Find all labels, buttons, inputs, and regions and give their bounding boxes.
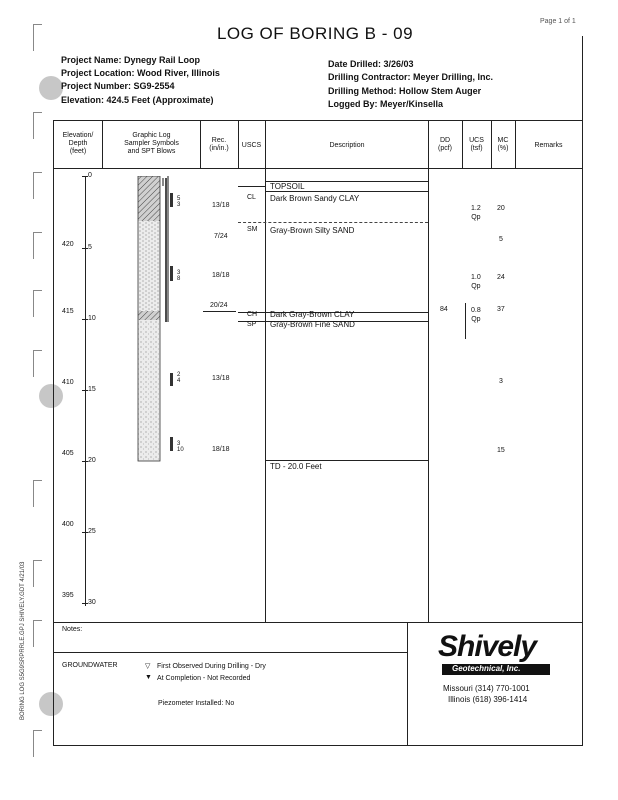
depth-label: 20 [88,457,96,464]
moisture-content-value: 15 [497,447,505,454]
description-text: TOPSOIL [270,182,305,191]
log-bottom [53,622,583,623]
elevation-label: 410 [62,379,74,386]
logged-by: Logged By: Meyer/Kinsella [328,99,444,109]
project-name: Project Name: Dynegy Rail Loop [61,55,201,65]
company-logo [432,630,562,678]
notes-label: Notes: [62,626,83,633]
depth-axis [85,176,86,606]
binder-hole [39,692,63,716]
elevation-label: 415 [62,308,74,315]
layer-boundary [238,186,265,187]
uscs-symbol: SP [247,321,257,328]
binder-hole [39,384,63,408]
spt-blows: 3 8 [177,270,181,282]
header-dd: DD (pcf) [438,137,452,152]
elevation-label: 395 [62,592,74,599]
project-number: Project Number: SG9-2554 [61,81,175,91]
silty-sand-layer [138,221,160,311]
clay-layer [138,311,160,320]
recovery-value: 13/18 [212,202,230,209]
header-description: Description [329,142,365,149]
ucs-value: 0.8 Qp [471,307,481,323]
depth-label: 5 [88,244,92,251]
drilling-contractor: Drilling Contractor: Meyer Drilling, Inc. [328,72,494,82]
header-graphic-log: Graphic Log Sampler Symbols and SPT Blows [124,132,179,155]
groundwater-label: GROUNDWATER [62,662,118,669]
phone-missouri: Missouri (314) 770-1001 [443,684,530,693]
layer-boundary [265,191,428,192]
moisture-content-value: 3 [499,378,503,385]
recovery-value: 18/18 [212,446,230,453]
frame-bottom [53,745,583,746]
depth-label: 15 [88,386,96,393]
drilling-method: Drilling Method: Hollow Stem Auger [328,86,482,96]
binder-hole [39,76,63,100]
sampler-symbol [170,266,173,281]
piezometer-text: Piezometer Installed: No [158,700,235,707]
description-text: TD - 20.0 Feet [270,462,322,471]
header-bottom [53,168,583,169]
sampler-symbol [170,373,173,386]
layer-boundary [265,460,428,461]
recovery-value: 13/18 [212,375,230,382]
recovery-value: 7/24 [214,233,228,240]
header-remarks: Remarks [534,142,563,149]
description-text: Dark Brown Sandy CLAY [270,194,360,203]
sandy-clay-layer [138,187,160,221]
depth-label: 10 [88,315,96,322]
topsoil-layer [138,176,160,187]
graphic-log [130,176,188,466]
margin-text: BORING LOG S5G9SRPRRLE.GPJ SHIVELY.GDT 4/21/03 [20,561,26,720]
uscs-symbol: SM [247,226,258,233]
notes-bottom [53,652,407,653]
at-completion-text: At Completion - Not Recorded [157,675,251,682]
date-drilled: Date Drilled: 3/26/03 [328,59,414,69]
depth-label: 0 [88,172,92,179]
moisture-content-value: 5 [499,236,503,243]
depth-label: 25 [88,528,96,535]
sampler-symbol [170,437,173,451]
fine-sand-layer [138,320,160,461]
spt-blows: 5 3 [177,196,181,208]
page-number: Page 1 of 1 [540,18,576,25]
dry-density-value: 84 [440,306,448,313]
frame-top [53,120,583,121]
sampler-symbol [170,193,173,207]
project-elevation: Elevation: 424.5 Feet (Approximate) [61,95,214,105]
moisture-content-value: 24 [497,274,505,281]
header-rec: Rec. (in/in.) [209,137,229,152]
uscs-symbol: CH [247,311,258,318]
description-text: Gray-Brown Fine SAND [270,320,355,329]
water-level-icon: ▽ [145,663,151,670]
ucs-value: 1.2 Qp [471,205,481,221]
first-observed-text: First Observed During Drilling - Dry [157,663,266,670]
spt-blows: 3 10 [177,441,184,453]
elevation-label: 400 [62,521,74,528]
header-mc: MC (%) [497,137,509,152]
ucs-value: 1.0 Qp [471,274,481,290]
project-location: Project Location: Wood River, Illinois [61,68,220,78]
recovery-value: 20/24 [210,302,228,309]
moisture-content-value: 20 [497,205,505,212]
header-uscs: USCS [241,142,262,149]
frame-right [582,36,583,746]
elevation-label: 405 [62,450,74,457]
recovery-value: 18/18 [212,272,230,279]
layer-boundary-dashed [238,222,428,223]
water-level-icon: ▼ [145,674,152,681]
spt-blows: 2 4 [177,372,181,384]
footer-divider [407,622,408,746]
elevation-label: 420 [62,241,74,248]
page-title: LOG OF BORING B - 09 [216,24,414,43]
header-ucs: UCS (tsf) [469,137,484,152]
phone-illinois: Illinois (618) 396-1414 [448,695,528,704]
logo-wordmark: Shively [438,630,537,663]
logo-subtitle: Geotechnical, Inc. [452,664,521,673]
header-elev-depth: Elevation/ Depth (feet) [62,132,94,155]
moisture-content-value: 37 [497,306,505,313]
depth-label: 30 [88,599,96,606]
description-text: Gray-Brown Silty SAND [270,226,355,235]
uscs-symbol: CL [247,194,256,201]
description-text: Dark Gray-Brown CLAY [270,310,355,319]
